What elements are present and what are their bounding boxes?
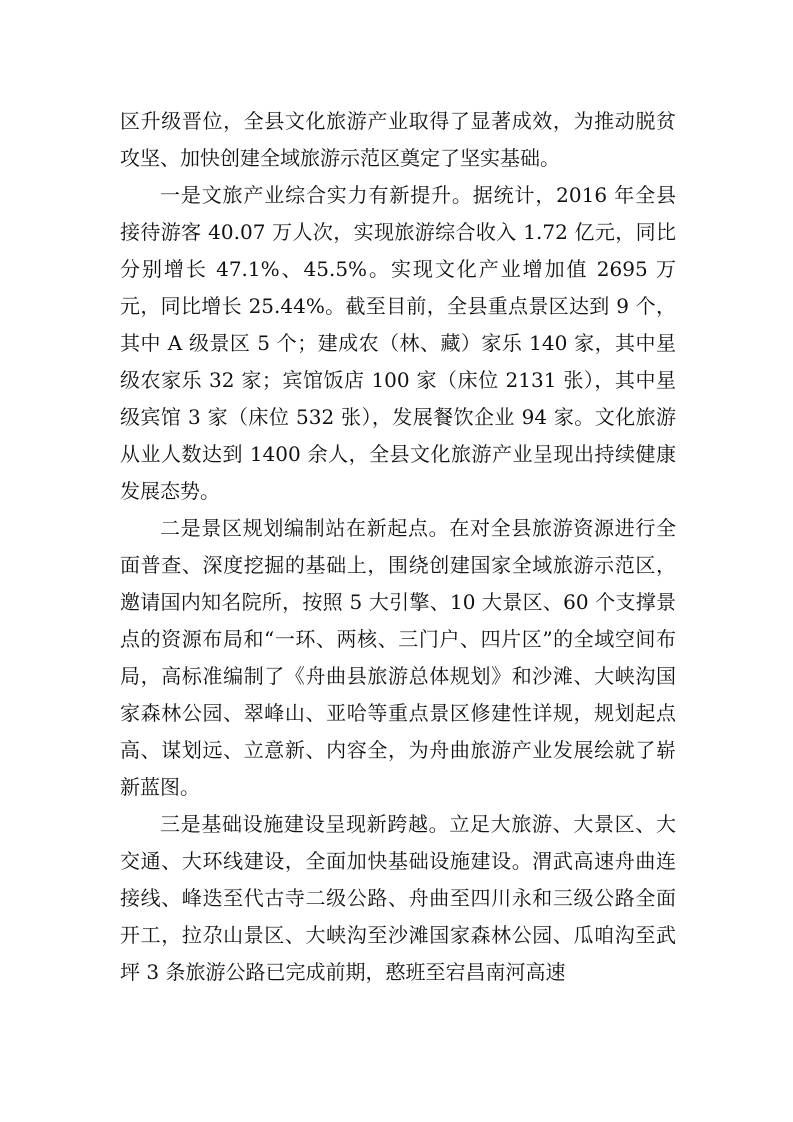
paragraph-scenic-planning: 二是景区规划编制站在新起点。在对全县旅游资源进行全面普查、深度挖掘的基础上，围绕创建国家全域旅游示范区，邀请国内知名院所，按照 5 大引擎、10 大景区、60 个支撑景点的资源布局和“一环、两核、三门户、四片区”的全域空间布局，高标准编制了《舟曲县旅游总体规划》和沙滩、大峡沟国家森林公园、翠峰山、亚哈等重点景区修建性详规，规划起点高、谋划远、立意新、内容全，为舟曲旅游产业发展绘就了崭新蓝图。	[120, 516, 676, 799]
paragraph-infrastructure: 三是基础设施建设呈现新跨越。立足大旅游、大景区、大交通、大环线建设，全面加快基础设施建设。渭武高速舟曲连接线、峰迭至代古寺二级公路、舟曲至四川永和三级公路全面开工，拉尕山景区、大峡沟至沙滩国家森林公园、瓜咱沟至武坪 3 条旅游公路已完成前期，憨班至宕昌南河高速	[120, 812, 676, 984]
document-body	[120, 103, 676, 991]
paragraph-industry-strength: 一是文旅产业综合实力有新提升。据统计，2016 年全县接待游客 40.07 万人次，实现旅游综合收入 1.72 亿元，同比分别增长 47.1%、45.5%。实现文化产业增加值 2695 万元，同比增长 25.44%。截至目前，全县重点景区达到 9 个，其中 A 级景区 5 个；建成农（林、藏）家乐 140 家，其中星级农家乐 32 家；宾馆饭店 100 家（床位 2131 张），其中星级宾馆 3 家（床位 532 张），发展餐饮企业 94 家。文化旅游从业人数达到 1400 余人，全县文化旅游产业呈现出持续健康发展态势。	[120, 183, 676, 503]
paragraph-continuation: 区升级晋位，全县文化旅游产业取得了显著成效，为推动脱贫攻坚、加快创建全域旅游示范区奠定了坚实基础。	[120, 109, 676, 170]
